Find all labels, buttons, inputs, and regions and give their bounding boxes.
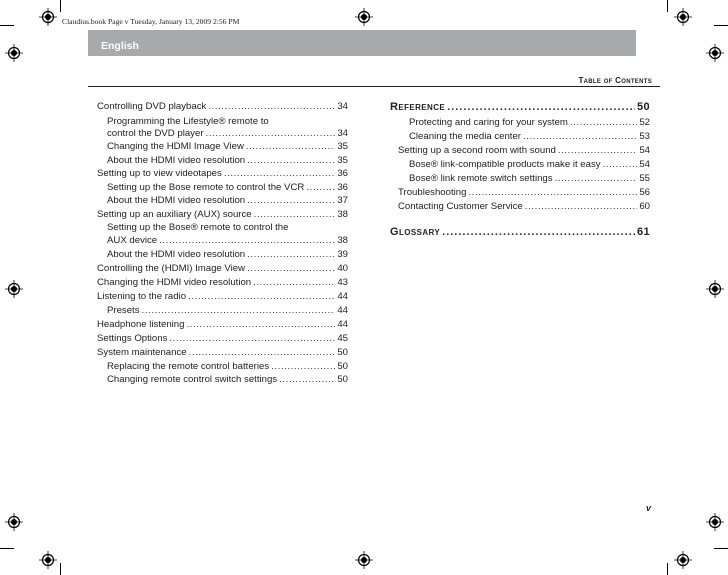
toc-entry-text: Bose® link-compatible products make it easy xyxy=(409,159,601,170)
registration-mark-icon xyxy=(706,280,724,298)
toc-entry-page: 44 xyxy=(337,305,348,316)
leader-dots xyxy=(447,100,635,114)
crop-mark xyxy=(714,548,728,549)
registration-mark-icon xyxy=(39,551,57,569)
toc-entry-page: 40 xyxy=(337,263,348,274)
toc-entry-text: Listening to the radio xyxy=(97,291,187,302)
toc-entry-page: 45 xyxy=(337,333,348,344)
toc-entry-page: 37 xyxy=(337,195,348,206)
toc-entry-text: Setting up a second room with sound xyxy=(398,145,556,156)
crop-mark xyxy=(0,548,14,549)
toc-entry[interactable] xyxy=(97,168,348,180)
toc-entry-page: 54 xyxy=(639,145,650,156)
toc-entry-text[interactable]: Setting up the Bose® remote to control the xyxy=(107,222,289,233)
toc-entry-page: 35 xyxy=(337,155,348,166)
toc-entry[interactable] xyxy=(107,155,348,167)
toc-entry[interactable] xyxy=(97,263,348,275)
toc-entry-page: 44 xyxy=(337,291,348,302)
toc-entry-text: control the DVD player xyxy=(107,128,204,139)
toc-entry-text: Changing the HDMI Image View xyxy=(107,141,244,152)
toc-entry-text: System maintenance xyxy=(97,347,187,358)
toc-section-title: Glossary xyxy=(390,226,441,238)
crop-mark xyxy=(667,0,668,12)
toc-entry[interactable] xyxy=(107,361,348,373)
toc-entry[interactable] xyxy=(409,159,650,171)
toc-entry[interactable] xyxy=(97,333,348,345)
registration-mark-icon xyxy=(674,551,692,569)
leader-dots xyxy=(558,145,637,157)
toc-entry-text: Contacting Customer Service xyxy=(398,201,523,212)
toc-entry[interactable] xyxy=(409,117,650,129)
toc-entry-page: 44 xyxy=(337,319,348,330)
toc-entry[interactable] xyxy=(398,145,650,157)
toc-entry-page: 34 xyxy=(337,128,348,139)
registration-mark-icon xyxy=(355,8,373,26)
leader-dots xyxy=(555,173,638,185)
crop-mark xyxy=(60,0,61,12)
leader-dots xyxy=(159,235,335,247)
toc-entry-text: Changing remote control switch settings xyxy=(107,374,278,385)
toc-entry-text: About the HDMI video resolution xyxy=(107,195,246,206)
toc-entry-page: 36 xyxy=(337,182,348,193)
registration-mark-icon xyxy=(706,513,724,531)
registration-mark-icon xyxy=(674,8,692,26)
toc-entry-page: 38 xyxy=(337,209,348,220)
leader-dots xyxy=(186,319,335,331)
toc-entry[interactable] xyxy=(107,249,348,261)
registration-mark-icon xyxy=(5,44,23,62)
registration-mark-icon xyxy=(5,280,23,298)
toc-entry[interactable] xyxy=(107,374,348,386)
running-header: Table of Contents xyxy=(578,76,652,85)
toc-entry-page: 50 xyxy=(337,374,348,385)
toc-entry-page: 53 xyxy=(639,131,650,142)
print-slug: Claudius.book Page v Tuesday, January 13, 2009 2:56 PM xyxy=(62,17,240,26)
leader-dots xyxy=(247,249,335,261)
toc-entry[interactable] xyxy=(409,131,650,143)
leader-dots xyxy=(189,347,336,359)
leader-dots xyxy=(142,305,336,317)
toc-entry[interactable] xyxy=(97,319,348,331)
toc-entry-text: Setting up to view videotapes xyxy=(97,168,222,179)
crop-mark xyxy=(0,25,14,26)
toc-entry-page: 54 xyxy=(639,159,650,170)
leader-dots xyxy=(208,101,335,113)
toc-entry-text: Presets xyxy=(107,305,140,316)
toc-entry[interactable] xyxy=(97,277,348,289)
registration-mark-icon xyxy=(39,8,57,26)
leader-dots xyxy=(254,209,336,221)
leader-dots xyxy=(525,201,638,213)
toc-entry-page: 43 xyxy=(337,277,348,288)
toc-entry[interactable] xyxy=(398,201,650,213)
toc-entry[interactable] xyxy=(97,291,348,303)
leader-dots xyxy=(169,333,335,345)
toc-section-title: Reference xyxy=(390,101,446,113)
toc-entry-page: 50 xyxy=(337,361,348,372)
toc-section-page: 50 xyxy=(636,101,650,113)
toc-entry-text: Controlling DVD playback xyxy=(97,101,207,112)
leader-dots xyxy=(247,155,335,167)
registration-mark-icon xyxy=(355,551,373,569)
toc-entry-text: About the HDMI video resolution xyxy=(107,249,246,260)
leader-dots xyxy=(523,131,637,143)
leader-dots xyxy=(253,277,335,289)
language-tab-label: English xyxy=(101,40,139,52)
leader-dots xyxy=(247,195,335,207)
registration-mark-icon xyxy=(5,513,23,531)
toc-entry[interactable] xyxy=(97,209,348,221)
toc-entry[interactable] xyxy=(107,128,348,140)
toc-entry-page: 56 xyxy=(639,187,650,198)
toc-entry-page: 39 xyxy=(337,249,348,260)
leader-dots xyxy=(468,187,637,199)
toc-entry-text: Replacing the remote control batteries xyxy=(107,361,270,372)
toc-entry-text: Controlling the (HDMI) Image View xyxy=(97,263,246,274)
toc-entry[interactable] xyxy=(409,173,650,185)
toc-entry-text: Bose® link remote switch settings xyxy=(409,173,553,184)
toc-entry-page: 50 xyxy=(337,347,348,358)
crop-mark xyxy=(667,563,668,575)
toc-entry-text: Settings Options xyxy=(97,333,168,344)
toc-section-reference[interactable] xyxy=(390,100,650,114)
header-divider xyxy=(88,86,660,87)
leader-dots xyxy=(603,159,638,171)
leader-dots xyxy=(279,374,335,386)
toc-entry-text: Changing the HDMI video resolution xyxy=(97,277,252,288)
leader-dots xyxy=(246,141,335,153)
toc-section-page: 61 xyxy=(636,226,650,238)
registration-mark-icon xyxy=(706,44,724,62)
leader-dots xyxy=(271,361,335,373)
toc-entry-page: 60 xyxy=(639,201,650,212)
leader-dots xyxy=(224,168,336,180)
toc-entry[interactable] xyxy=(97,347,348,359)
toc-entry-text: Setting up an auxiliary (AUX) source xyxy=(97,209,252,220)
toc-entry-page: 55 xyxy=(639,173,650,184)
toc-entry-text: Headphone listening xyxy=(97,319,185,330)
toc-entry-text: About the HDMI video resolution xyxy=(107,155,246,166)
leader-dots xyxy=(442,225,635,239)
page-number: v xyxy=(646,503,652,513)
toc-entry-page: 52 xyxy=(639,117,650,128)
language-tab xyxy=(88,30,636,56)
toc-entry-page: 34 xyxy=(337,101,348,112)
toc-entry[interactable] xyxy=(107,141,348,153)
leader-dots xyxy=(570,117,637,129)
toc-entry-page: 36 xyxy=(337,168,348,179)
toc-entry-text: Troubleshooting xyxy=(398,187,467,198)
toc-entry[interactable] xyxy=(107,182,348,194)
crop-mark xyxy=(60,563,61,575)
leader-dots xyxy=(247,263,335,275)
crop-mark xyxy=(714,25,728,26)
toc-entry-text[interactable]: Programming the Lifestyle® remote to xyxy=(107,116,269,127)
toc-entry-text: AUX device xyxy=(107,235,158,246)
toc-section-glossary[interactable] xyxy=(390,225,650,239)
toc-entry[interactable] xyxy=(107,235,348,247)
toc-entry[interactable] xyxy=(107,305,348,317)
toc-entry[interactable] xyxy=(97,101,348,113)
toc-entry-text: Protecting and caring for your system xyxy=(409,117,568,128)
toc-entry[interactable] xyxy=(398,187,650,199)
toc-entry-text: Setting up the Bose remote to control the VCR xyxy=(107,182,305,193)
toc-entry[interactable] xyxy=(107,195,348,207)
leader-dots xyxy=(206,128,336,140)
leader-dots xyxy=(306,182,335,194)
toc-entry-page: 35 xyxy=(337,141,348,152)
leader-dots xyxy=(188,291,335,303)
toc-entry-page: 38 xyxy=(337,235,348,246)
toc-entry-text: Cleaning the media center xyxy=(409,131,521,142)
